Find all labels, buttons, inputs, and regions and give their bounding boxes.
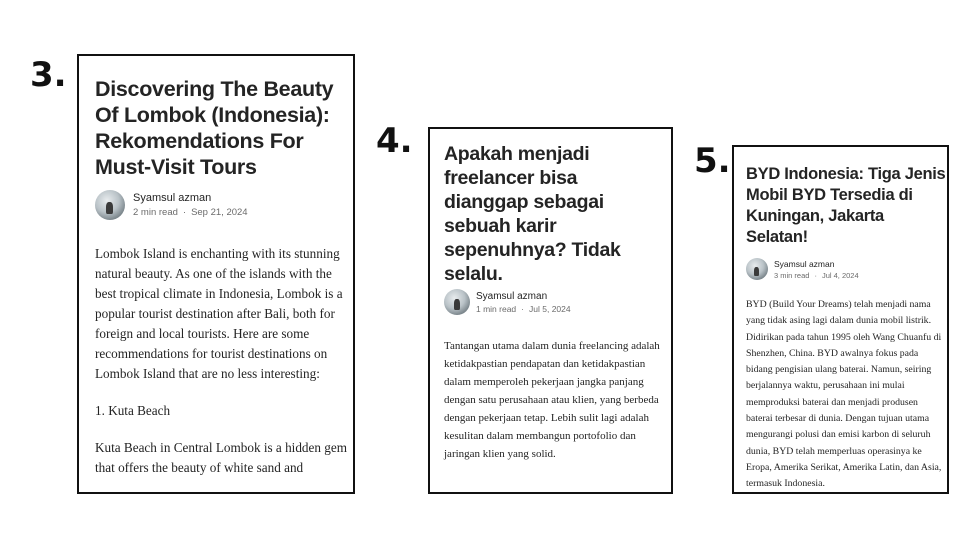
separator-dot: ·: [814, 270, 817, 280]
article-body: [444, 337, 669, 463]
article-card-freelancer[interactable]: [428, 127, 673, 494]
read-time: 1 min read: [476, 303, 517, 314]
article-meta: [746, 258, 859, 280]
article-number-4: 4.: [376, 121, 413, 161]
publish-date: Jul 5, 2024: [529, 303, 571, 314]
article-subinfo: [133, 207, 248, 218]
author-name[interactable]: Syamsul azman: [133, 192, 212, 204]
article-paragraph: 1. Kuta Beach: [95, 403, 171, 418]
article-card-lombok[interactable]: [77, 54, 355, 494]
article-meta: [444, 289, 571, 315]
article-subinfo: [774, 271, 859, 280]
article-paragraph: Kuta Beach in Central Lombok is a hidden gem that offers the beauty of white sand and: [95, 440, 347, 475]
author-name[interactable]: Syamsul azman: [774, 258, 835, 269]
publish-date: Sep 21, 2024: [191, 207, 248, 218]
publish-date: Jul 4, 2024: [821, 270, 859, 280]
read-time: 2 min read: [133, 207, 178, 218]
author-avatar[interactable]: [746, 258, 768, 280]
article-paragraph: Lombok Island is enchanting with its stunning natural beauty. As one of the islands with the best tropical climate in Indonesia, Lombok is a popular tourist destination after Bali, both for foreign and local tourists. Here are some recommendations for tourist destinations on Lombok Island that are no less interesting:: [95, 246, 343, 381]
separator-dot: ·: [182, 207, 187, 218]
article-paragraph: Tantangan utama dalam dunia freelancing adalah ketidakpastian pendapatan dan ketidakpastian dalam memperoleh pekerjaan jangka panjang dengan satu perusahaan atau klien, yang berbeda dengan pekerjaan tetap. Lebih sulit lagi adalah kesulitan dalam membangun portofolio dan jaringan klien yang solid.: [444, 340, 660, 460]
article-meta: [95, 190, 248, 220]
author-avatar[interactable]: [95, 190, 125, 220]
article-title[interactable]: Discovering The Beauty Of Lombok (Indonesia): Rekomendations For Must-Visit Tours: [95, 77, 334, 179]
article-paragraph: BYD (Build Your Dreams) telah menjadi nama yang tidak asing lagi dalam dunia mobil listrik. Didirikan pada tahun 1995 oleh Wang Chuanfu di Shenzhen, China. BYD awalnya fokus pada bidang pengisian ulang baterai. Namun, seiring berjalannya waktu, perusahaan ini mulai memproduksi baterai dan menjadi produsen baterai terbesar di dunia. Dengan tujuan utama mengurangi polusi dan emisi karbon di seluruh dunia, BYD telah memperluas operasinya ke Eropa, Amerika Serikat, Amerika Latin, dan Asia, termasuk Indonesia.: [746, 299, 942, 490]
author-avatar[interactable]: [444, 289, 470, 315]
article-number-5: 5.: [694, 141, 731, 181]
article-card-byd[interactable]: [732, 145, 949, 494]
article-subinfo: [476, 304, 571, 314]
article-body: [95, 244, 347, 494]
article-body: [746, 297, 946, 493]
article-title[interactable]: Apakah menjadi freelancer bisa dianggap sebagai sebuah karir sepenuhnya? Tidak selalu.: [444, 143, 621, 285]
author-name[interactable]: Syamsul azman: [476, 290, 548, 302]
article-number-3: 3.: [30, 55, 67, 95]
article-title[interactable]: BYD Indonesia: Tiga Jenis Mobil BYD Tersedia di Kuningan, Jakarta Selatan!: [746, 165, 946, 246]
separator-dot: ·: [521, 303, 525, 314]
read-time: 3 min read: [774, 270, 810, 280]
